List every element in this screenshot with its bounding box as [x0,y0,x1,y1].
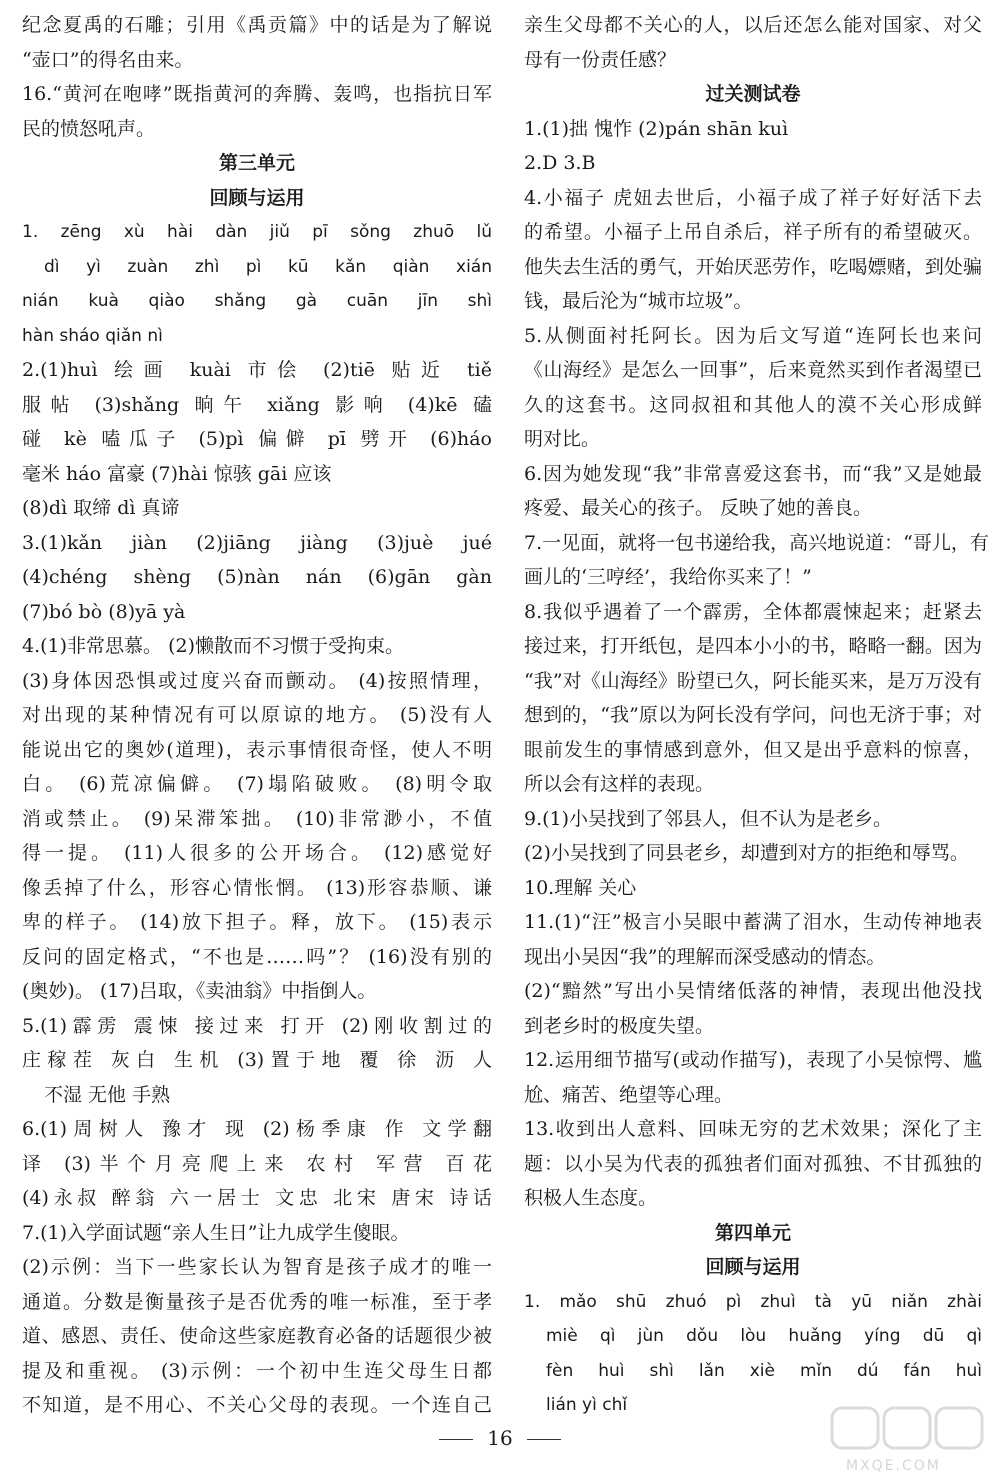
text-line: 白。 (6)荒凉偏僻。 (7)塌陷破败。 (8)明令取 [22,773,492,795]
text-line: (奥妙)。 (17)吕取，《卖油翁》中指倒人。 [22,980,377,1002]
text-line: 服帖 (3)shǎng 晌午 xiǎng 影响 (4)kē 磕 [22,393,492,416]
text-line: 的希望。小福子上吊自杀后，祥子所有的希望破灭。 [524,221,982,243]
text-line: 8.我似乎遇着了一个霹雳，全体都震悚起来；赶紧去 [524,600,982,623]
text-line: 明对比。 [524,428,601,450]
text-line: 4.(1)非常思慕。 (2)懒散而不习惯于受拘束。 [22,635,404,657]
text-line: 亲生父母都不关心的人，以后还怎么能对国家、对父 [524,14,982,36]
section-heading: 第三单元 [218,152,295,174]
section-heading: 过关测试卷 [705,83,801,105]
text-line: fèn huì shì lǎn xiè mǐn dú fán huì [546,1360,982,1381]
text-line: 3.(1)kǎn jiàn (2)jiāng jiàng (3)juè jué [22,531,492,554]
text-line: 7.(1)入学面试题“亲人生日”让九成学生傻眼。 [22,1221,410,1244]
text-line: 他失去生活的勇气，开始厌恶劳作，吃喝嫖赌，到处骗 [524,255,982,278]
text-line: 久的这套书。这同叔祖和其他人的漠不关心形成鲜 [524,393,982,416]
text-line: 译 (3)半个月亮爬上来 农村 军营 百花 [22,1152,492,1175]
text-line: 5.从侧面衬托阿长。因为后文写道“连阿长也来问 [524,324,982,347]
text-line: 道、感恩、责任、使命这些家庭教育必备的话题很少被 [22,1325,492,1347]
text-line: nián kuà qiào shǎng gà cuān jīn shì [22,291,492,311]
text-line: 接过来，打开纸包，是四本小小的书，略略一翻。因为 [524,635,982,657]
text-line: (8)dì 取缔 dì 真谛 [22,497,180,519]
text-line: 纪念夏禹的石雕；引用《禹贡篇》中的话是为了解说 [22,14,492,36]
text-line: 反问的固定格式，“不也是……吗”？ (16)没有别的 [22,945,492,968]
text-line: 6.(1)周树人 豫才 现 (2)杨季康 作 文学翻 [22,1118,492,1140]
text-line: 能说出它的奥妙(道理)，表示事情很奇怪，使人不明 [22,738,492,761]
text-line: lián yì chǐ [546,1395,628,1415]
text-line: 对出现的某种情况有可以原谅的地方。 (5)没有人 [22,704,492,726]
text-line: 通道。分数是衡量孩子是否优秀的唯一标准，至于孝 [22,1290,492,1313]
text-line: hàn sháo qiǎn nì [22,325,163,346]
page-dash-left [439,1439,473,1440]
text-line: 11.(1)“汪”极言小吴眼中蓄满了泪水，生动传神地表 [524,911,982,933]
text-line: 碰 kè 嗑瓜子 (5)pì 偏僻 pī 劈开 (6)háo [22,428,492,450]
text-line: 10.理解 关心 [524,876,637,899]
left-column [22,8,492,1423]
text-line: 1. mǎo shū zhuó pì zhuì tà yū niǎn zhài [524,1291,982,1312]
right-column [524,8,989,1423]
text-line: 钱，最后沦为“城市垃圾”。 [524,290,753,312]
text-line: miè qì jùn dǒu lòu huǎng yíng dū qì [546,1326,982,1346]
text-line: 9.(1)小吴找到了邻县人，但不认为是老乡。 [524,807,893,830]
text-line: 4.小福子 虎妞去世后，小福子成了祥子好好活下去 [524,186,982,209]
text-line: 消或禁止。 (9)呆滞笨拙。 (10)非常渺小，不值 [22,807,492,830]
text-line: (2)“黯然”写出小吴情绪低落的神情，表现出他没找 [524,980,982,1002]
text-line: 提及和重视。 (3)示例：一个初中生连父母生日都 [22,1359,492,1382]
text-line: 所以会有这样的表现。 [524,773,715,795]
text-line: 1. zēng xù hài dàn jiǔ pī sǒng zhuō lǔ [22,222,492,242]
text-line: (2)小吴找到了同县老乡，却遭到对方的拒绝和辱骂。 [524,842,969,864]
text-line: 母有一份责任感？ [524,48,677,71]
text-line: 尬、痛苦、绝望等心理。 [524,1083,734,1106]
text-line: 毫米 háo 富豪 (7)hài 惊骇 gāi 应该 [22,462,332,485]
page-number-text: 16 [487,1426,513,1450]
text-line: 2.(1)huì 绘画 kuài 市侩 (2)tiē 贴近 tiě [22,359,492,381]
text-line: 6.因为她发现“我”非常喜爱这套书，而“我”又是她最 [524,462,982,485]
text-line: 卑的样子。 (14)放下担子。释，放下。 (15)表示 [22,911,492,933]
section-heading: 回顾与运用 [209,186,305,209]
text-line: 1.(1)拙 愧怍 (2)pán shān kuì [524,117,789,140]
watermark-text: MXQE.COM [846,1458,941,1474]
watermark-logo [826,1404,990,1476]
section-heading: 第四单元 [714,1221,791,1244]
text-line: 画儿的‘三哼经’，我给你买来了！” [524,566,812,588]
text-line: 不知道，是不用心、不关心父母的表现。一个连自己 [22,1394,492,1416]
text-line: 庄稼茬 灰白 生机 (3)置于地 覆 徐 沥 人 [22,1049,492,1071]
text-line: 16.“黄河在咆哮”既指黄河的奔腾、轰鸣，也指抗日军 [22,83,492,105]
text-line: 2.D 3.B [524,152,596,174]
text-line: (4)永叔 醉翁 六一居士 文忠 北宋 唐宋 诗话 [22,1187,492,1209]
text-line: 疼爱、最关心的孩子。 反映了她的善良。 [524,497,873,519]
text-line: 眼前发生的事情感到意外，但又是出乎意料的惊喜， [524,738,982,761]
text-line: “壶口”的得名由来。 [22,48,194,71]
text-line: 不湿 无他 手熟 [44,1083,171,1106]
text-line: 像丢掉了什么，形容心情怅惘。 (13)形容恭顺、谦 [22,876,492,899]
section-heading: 回顾与运用 [705,1256,801,1278]
text-line: 7.一见面，就将一包书递给我，高兴地说道：“哥儿，有 [524,531,989,554]
text-line: 积极人生态度。 [524,1187,658,1209]
page-dash-right [527,1439,561,1440]
text-line: (7)bó bò (8)yā yà [22,600,186,623]
text-line: dì yì zuàn zhì pì kū kǎn qiàn xián [44,256,492,277]
text-line: (2)示例：当下一些家长认为智育是孩子成才的唯一 [22,1256,492,1278]
text-line: 12.运用细节描写(或动作描写)，表现了小吴惊愕、尴 [524,1049,982,1071]
text-line: 题：以小吴为代表的孤独者们面对孤独、不甘孤独的 [524,1152,982,1175]
text-line: 得一提。 (11)人很多的公开场合。 (12)感觉好 [22,842,492,864]
text-line: 5.(1)霹雳 震悚 接过来 打开 (2)刚收割过的 [22,1014,492,1037]
text-line: (3)身体因恐惧或过度兴奋而颤动。 (4)按照情理， [22,669,492,692]
text-line: 13.收到出人意料、回味无穷的艺术效果；深化了主 [524,1118,982,1140]
text-line: 民的愤怒吼声。 [22,117,156,140]
text-line: 《山海经》是怎么一回事”，后来竟然买到作者渴望已 [524,359,982,381]
text-line: 现出小吴因“我”的理解而深受感动的情态。 [524,945,886,968]
text-line: 想到的，“我”原以为阿长没有学问，问也无济于事；对 [524,704,982,726]
text-line: 到老乡时的极度失望。 [524,1014,715,1037]
text-line: “我”对《山海经》盼望已久，阿长能买来，是万万没有 [524,669,982,692]
text-line: (4)chéng shèng (5)nàn nán (6)gān gàn [22,566,492,588]
